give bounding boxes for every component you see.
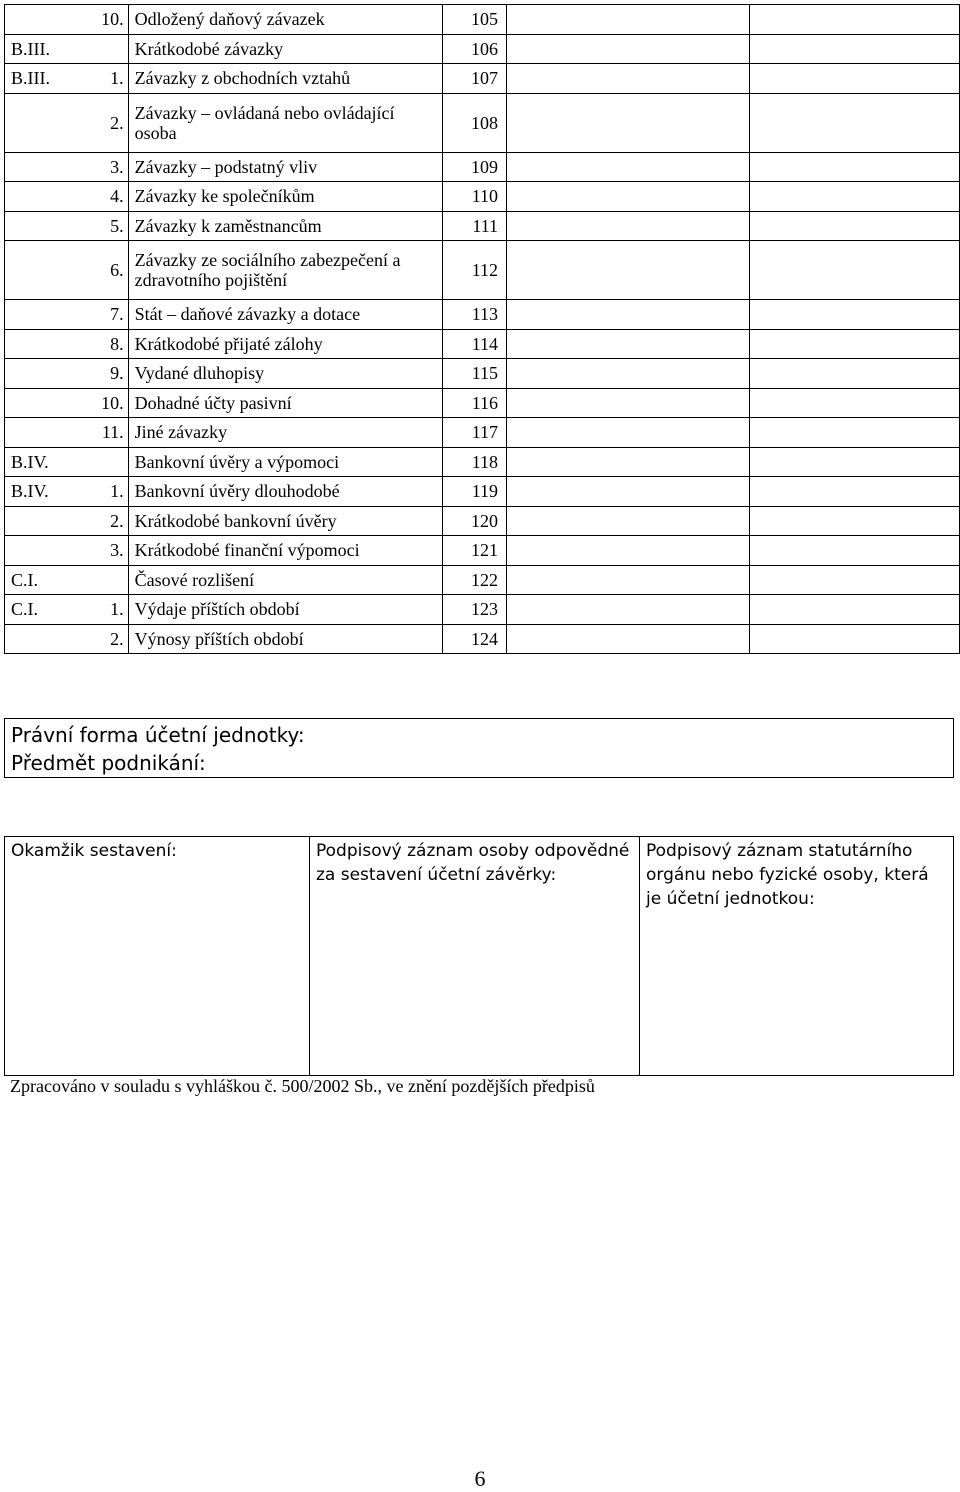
section-code-cell — [5, 506, 79, 536]
table-row — [5, 241, 960, 300]
table-row — [5, 624, 960, 654]
section-code-cell — [5, 211, 79, 241]
section-code-cell — [5, 5, 79, 35]
item-label-cell: Výdaje příštích období — [128, 595, 442, 625]
item-label-cell: Stát – daňové závazky a dotace — [128, 300, 442, 330]
section-code-cell: B.III. — [5, 64, 79, 94]
section-code-cell: C.I. — [5, 595, 79, 625]
item-label-cell: Závazky ze sociálního zabezpečení a zdravotního pojištění — [128, 241, 442, 300]
table-row — [5, 388, 960, 418]
table-row — [5, 152, 960, 182]
line-number-cell: 109 — [442, 152, 507, 182]
item-label-cell: Výnosy příštích období — [128, 624, 442, 654]
section-code-cell: C.I. — [5, 565, 79, 595]
section-code-cell — [5, 152, 79, 182]
table-row — [5, 418, 960, 448]
table-row — [5, 34, 960, 64]
compiled-at-cell — [5, 837, 310, 1075]
value-cell — [507, 64, 750, 94]
line-number-cell: 121 — [442, 536, 507, 566]
item-number-cell: 6. — [79, 241, 129, 300]
value-cell — [750, 565, 960, 595]
line-number-cell: 114 — [442, 329, 507, 359]
legal-info-box — [4, 718, 954, 778]
value-cell — [750, 300, 960, 330]
table-row — [5, 64, 960, 94]
value-cell — [750, 447, 960, 477]
line-number-cell: 119 — [442, 477, 507, 507]
line-number-cell: 113 — [442, 300, 507, 330]
section-code-cell — [5, 182, 79, 212]
table-row — [5, 506, 960, 536]
line-number-cell: 116 — [442, 388, 507, 418]
value-cell — [750, 359, 960, 389]
business-subject-label: Předmět podnikání: — [11, 751, 206, 775]
section-code-cell — [5, 536, 79, 566]
statutory-signature-cell — [640, 837, 953, 1075]
section-code-cell — [5, 388, 79, 418]
item-number-cell: 9. — [79, 359, 129, 389]
item-number-cell: 1. — [79, 595, 129, 625]
value-cell — [507, 418, 750, 448]
balance-sheet-table — [4, 4, 960, 654]
item-label-cell: Závazky – podstatný vliv — [128, 152, 442, 182]
item-label-cell: Krátkodobé bankovní úvěry — [128, 506, 442, 536]
value-cell — [507, 359, 750, 389]
section-code-cell — [5, 624, 79, 654]
line-number-cell: 111 — [442, 211, 507, 241]
item-label-cell: Bankovní úvěry a výpomoci — [128, 447, 442, 477]
table-row — [5, 329, 960, 359]
preparer-signature-label: Podpisový záznam osoby odpovědné za sestavení účetní závěrky: — [316, 841, 630, 885]
value-cell — [507, 211, 750, 241]
value-cell — [750, 152, 960, 182]
line-number-cell: 124 — [442, 624, 507, 654]
section-code-cell — [5, 241, 79, 300]
item-number-cell: 1. — [79, 64, 129, 94]
section-code-cell: B.III. — [5, 34, 79, 64]
item-label-cell: Bankovní úvěry dlouhodobé — [128, 477, 442, 507]
value-cell — [750, 182, 960, 212]
section-code-cell — [5, 359, 79, 389]
value-cell — [507, 241, 750, 300]
line-number-cell: 106 — [442, 34, 507, 64]
value-cell — [750, 536, 960, 566]
value-cell — [507, 34, 750, 64]
section-code-cell — [5, 93, 79, 152]
table-row — [5, 447, 960, 477]
value-cell — [507, 388, 750, 418]
table-row — [5, 182, 960, 212]
item-number-cell: 10. — [79, 5, 129, 35]
item-number-cell: 2. — [79, 506, 129, 536]
line-number-cell: 122 — [442, 565, 507, 595]
line-number-cell: 108 — [442, 93, 507, 152]
item-label-cell: Odložený daňový závazek — [128, 5, 442, 35]
item-label-cell: Dohadné účty pasivní — [128, 388, 442, 418]
item-number-cell: 8. — [79, 329, 129, 359]
compiled-at-label: Okamžik sestavení: — [11, 841, 177, 861]
value-cell — [750, 329, 960, 359]
line-number-cell: 117 — [442, 418, 507, 448]
line-number-cell: 112 — [442, 241, 507, 300]
value-cell — [507, 447, 750, 477]
table-row — [5, 5, 960, 35]
item-number-cell: 4. — [79, 182, 129, 212]
item-label-cell: Vydané dluhopisy — [128, 359, 442, 389]
section-code-cell — [5, 300, 79, 330]
value-cell — [507, 595, 750, 625]
line-number-cell: 123 — [442, 595, 507, 625]
value-cell — [507, 93, 750, 152]
statutory-signature-label: Podpisový záznam statutárního orgánu nebo fyzické osoby, která je účetní jednotkou: — [646, 841, 929, 909]
table-row — [5, 93, 960, 152]
table-row — [5, 565, 960, 595]
item-number-cell: 3. — [79, 536, 129, 566]
value-cell — [750, 624, 960, 654]
value-cell — [507, 182, 750, 212]
section-code-cell: B.IV. — [5, 447, 79, 477]
value-cell — [507, 565, 750, 595]
value-cell — [750, 241, 960, 300]
page-number: 6 — [474, 1466, 486, 1491]
item-label-cell: Závazky z obchodních vztahů — [128, 64, 442, 94]
signature-box — [4, 836, 954, 1076]
value-cell — [750, 418, 960, 448]
value-cell — [750, 211, 960, 241]
value-cell — [750, 506, 960, 536]
value-cell — [507, 536, 750, 566]
line-number-cell: 115 — [442, 359, 507, 389]
item-number-cell: 2. — [79, 93, 129, 152]
item-number-cell: 1. — [79, 477, 129, 507]
item-number-cell: 2. — [79, 624, 129, 654]
value-cell — [750, 477, 960, 507]
table-row — [5, 211, 960, 241]
item-number-cell — [79, 447, 129, 477]
item-number-cell: 5. — [79, 211, 129, 241]
item-number-cell: 11. — [79, 418, 129, 448]
item-number-cell: 7. — [79, 300, 129, 330]
table-row — [5, 595, 960, 625]
item-label-cell: Krátkodobé přijaté zálohy — [128, 329, 442, 359]
legal-form-label: Právní forma účetní jednotky: — [11, 723, 305, 747]
value-cell — [507, 477, 750, 507]
value-cell — [507, 152, 750, 182]
table-row — [5, 359, 960, 389]
line-number-cell: 120 — [442, 506, 507, 536]
item-number-cell: 10. — [79, 388, 129, 418]
footer-note: Zpracováno v souladu s vyhláškou č. 500/2002 Sb., ve znění pozdějších předpisů — [10, 1076, 595, 1096]
line-number-cell: 107 — [442, 64, 507, 94]
value-cell — [750, 5, 960, 35]
table-body — [5, 5, 960, 654]
value-cell — [507, 329, 750, 359]
value-cell — [750, 64, 960, 94]
item-label-cell: Závazky k zaměstnancům — [128, 211, 442, 241]
item-number-cell — [79, 34, 129, 64]
value-cell — [507, 624, 750, 654]
section-code-cell — [5, 329, 79, 359]
item-label-cell: Závazky – ovládaná nebo ovládající osoba — [128, 93, 442, 152]
value-cell — [507, 506, 750, 536]
value-cell — [507, 5, 750, 35]
value-cell — [507, 300, 750, 330]
value-cell — [750, 595, 960, 625]
table-row — [5, 536, 960, 566]
table-row — [5, 300, 960, 330]
item-label-cell: Krátkodobé závazky — [128, 34, 442, 64]
item-number-cell — [79, 565, 129, 595]
line-number-cell: 110 — [442, 182, 507, 212]
table-row — [5, 477, 960, 507]
item-label-cell: Časové rozlišení — [128, 565, 442, 595]
preparer-signature-cell — [310, 837, 640, 1075]
section-code-cell — [5, 418, 79, 448]
item-label-cell: Krátkodobé finanční výpomoci — [128, 536, 442, 566]
value-cell — [750, 93, 960, 152]
section-code-cell: B.IV. — [5, 477, 79, 507]
line-number-cell: 105 — [442, 5, 507, 35]
item-number-cell: 3. — [79, 152, 129, 182]
line-number-cell: 118 — [442, 447, 507, 477]
value-cell — [750, 34, 960, 64]
item-label-cell: Závazky ke společníkům — [128, 182, 442, 212]
value-cell — [750, 388, 960, 418]
item-label-cell: Jiné závazky — [128, 418, 442, 448]
